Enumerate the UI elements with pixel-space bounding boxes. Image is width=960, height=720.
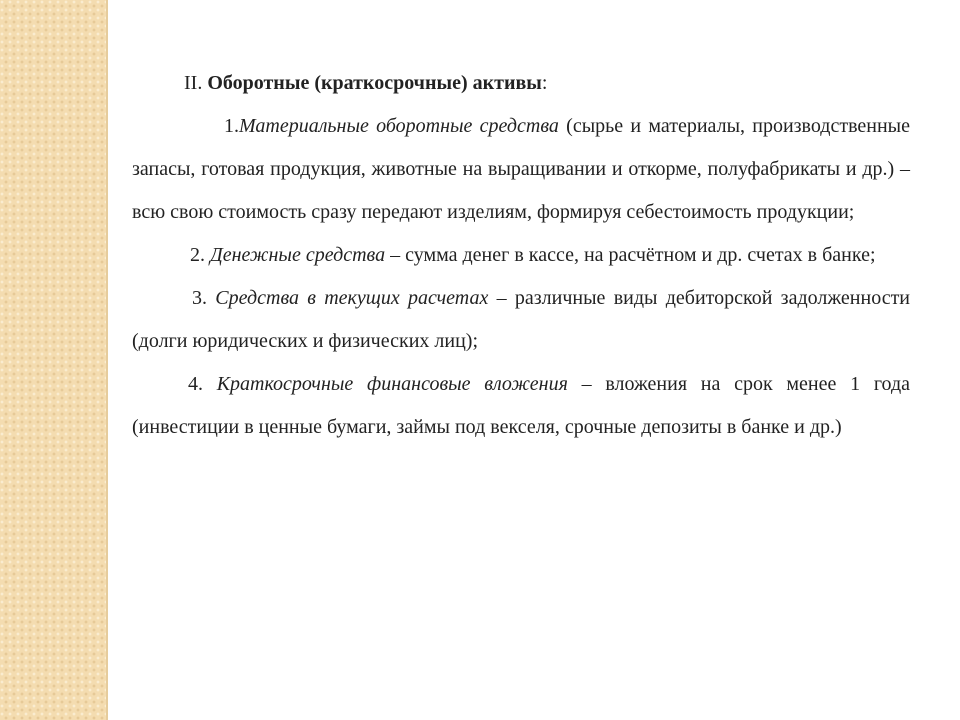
item-term: Материальные оборотные средства (239, 115, 559, 137)
item-number: 4. (188, 373, 217, 395)
list-item-2 (132, 234, 910, 277)
list-item-4 (132, 363, 910, 449)
item-term: Денежные средства (210, 244, 386, 266)
heading-colon: : (541, 72, 548, 94)
item-number: 3. (192, 287, 216, 309)
item-number: 1. (224, 115, 239, 137)
slide-body (132, 62, 910, 449)
section-heading (132, 62, 910, 105)
item-term: Краткосрочные финансовые вложения (216, 373, 568, 395)
item-term: Средства в текущих расчетах (215, 287, 489, 309)
list-item-1 (132, 105, 910, 234)
item-text: – сумма денег в кассе, на расчётном и др. счетах в банке; (385, 244, 876, 266)
item-number: 2. (190, 244, 210, 266)
sidebar-divider (106, 0, 108, 720)
item-text: – вложения на срок менее 1 года (инвестиции в ценные бумаги, займы под векселя, срочные депозиты в банке и др.) (132, 373, 911, 438)
heading-numeral: II. (184, 72, 208, 94)
item-text: – различные виды дебиторской задолженности (долги юридических и физических лиц); (132, 287, 911, 352)
list-item-3 (132, 277, 910, 363)
decorative-sidebar (0, 0, 106, 720)
item-text: (сырье и материалы, производственные запасы, готовая продукция, животные на выращивании и откорме, полуфабрикаты и др.) – всю свою стоимость сразу передают изделиям, формируя себестоимость продукции; (132, 115, 911, 223)
heading-title: Оборотные (краткосрочные) активы (207, 72, 542, 94)
